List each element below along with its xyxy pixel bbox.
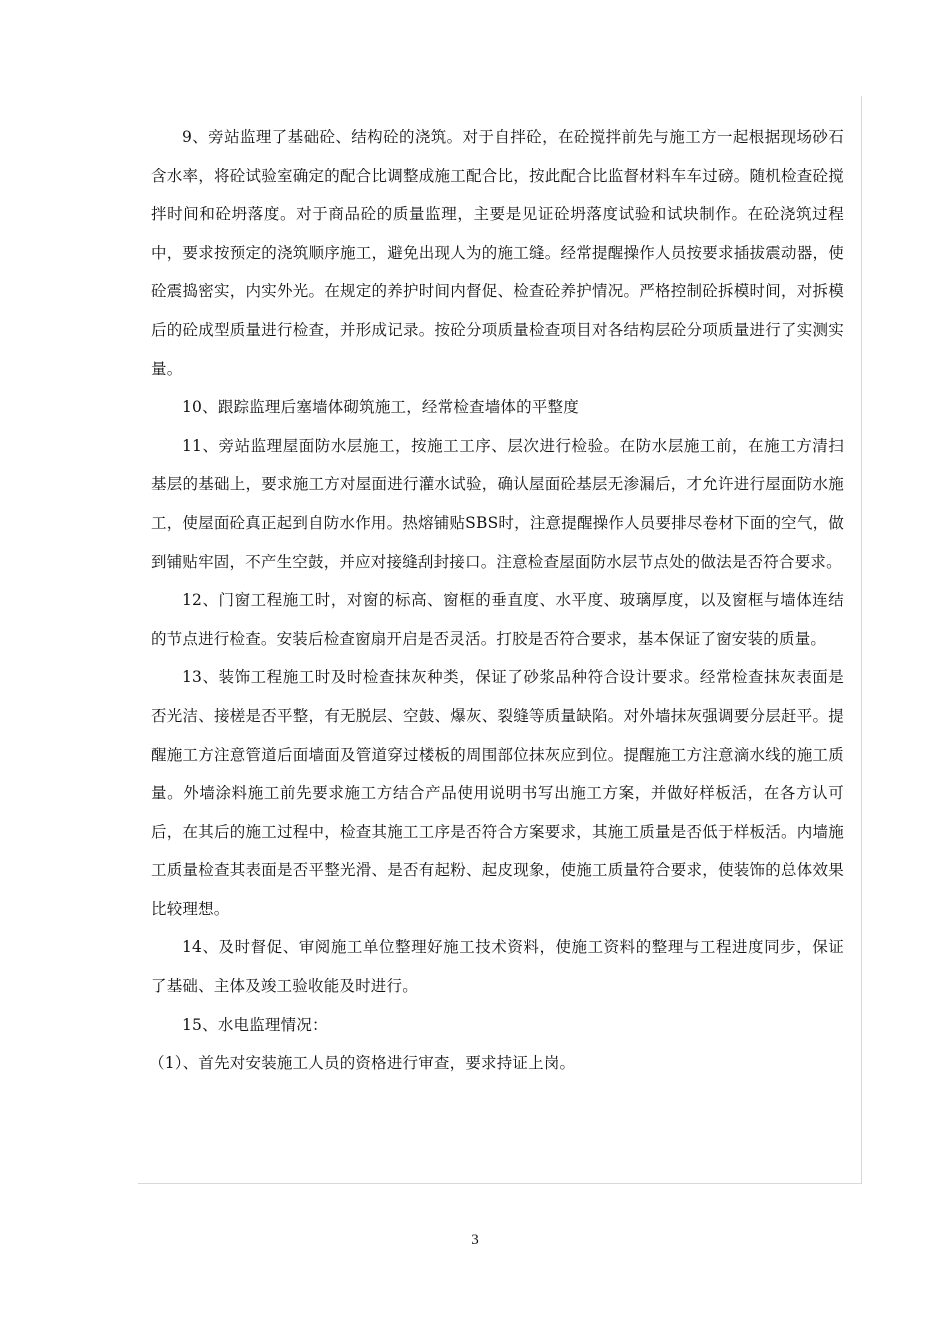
paragraph-item-14: 14、及时督促、审阅施工单位整理好施工技术资料，使施工资料的整理与工程进度同步，保证了基础、主体及竣工验收能及时进行。 <box>151 938 844 996</box>
paragraph-item-11: 11、旁站监理屋面防水层施工，按施工工序、层次进行检验。在防水层施工前，在施工方清扫基层的基础上，要求施工方对屋面进行灌水试验，确认屋面砼基层无渗漏后，才允许进行屋面防水施工，使屋面砼真正起到自防水作用。热熔铺贴SBS时，注意提醒操作人员要排尽卷材下面的空气，做到铺贴牢固，不产生空鼓，并应对接缝刮封接口。注意检查屋面防水层节点处的做法是否符合要求。 <box>151 436 844 571</box>
paragraph-item-10: 10、跟踪监理后塞墙体砌筑施工，经常检查墙体的平整度 <box>182 398 579 417</box>
paragraph-item-15: 15、水电监理情况： <box>182 1015 328 1034</box>
paragraph-item-13: 13、装饰工程施工时及时检查抹灰种类，保证了砂浆品种符合设计要求。经常检查抹灰表面是否光洁、接槎是否平整，有无脱层、空鼓、爆灰、裂缝等质量缺陷。对外墙抹灰强调要分层赶平。提醒施工方注意管道后面墙面及管道穿过楼板的周围部位抹灰应到位。提醒施工方注意滴水线的施工质量。外墙涂料施工前先要求施工方结合产品使用说明书写出施工方案，并做好样板活，在各方认可后，在其后的施工过程中，检查其施工工序是否符合方案要求，其施工质量是否低于样板活。内墙施工质量检查其表面是否平整光滑、是否有起粉、起皮现象，使施工质量符合要求，使装饰的总体效果比较理想。 <box>151 668 844 918</box>
paragraph-item-12: 12、门窗工程施工时，对窗的标高、窗框的垂直度、水平度、玻璃厚度，以及窗框与墙体连结的节点进行检查。安装后检查窗扇开启是否灵活。打胶是否符合要求，基本保证了窗安装的质量。 <box>151 591 844 648</box>
paragraph-subitem-1: （1）、首先对安装施工人员的资格进行审查，要求持证上岗。 <box>149 1054 576 1073</box>
document-body <box>151 118 844 1083</box>
page-number: 3 <box>471 1232 479 1248</box>
paragraph-item-9: 9、旁站监理了基础砼、结构砼的浇筑。对于自拌砼，在砼搅拌前先与施工方一起根据现场砂石含水率，将砼试验室确定的配合比调整成施工配合比，按此配合比监督材料车车过磅。随机检查砼搅拌时间和砼坍落度。对于商品砼的质量监理，主要是见证砼坍落度试验和试块制作。在砼浇筑过程中，要求按预定的浇筑顺序施工，避免出现人为的施工缝。经常提醒操作人员按要求插拔震动器，使砼震捣密实，内实外光。在规定的养护时间内督促、检查砼养护情况。严格控制砼拆模时间，对拆模后的砼成型质量进行检查，并形成记录。按砼分项质量检查项目对各结构层砼分项质量进行了实测实量。 <box>151 128 844 378</box>
